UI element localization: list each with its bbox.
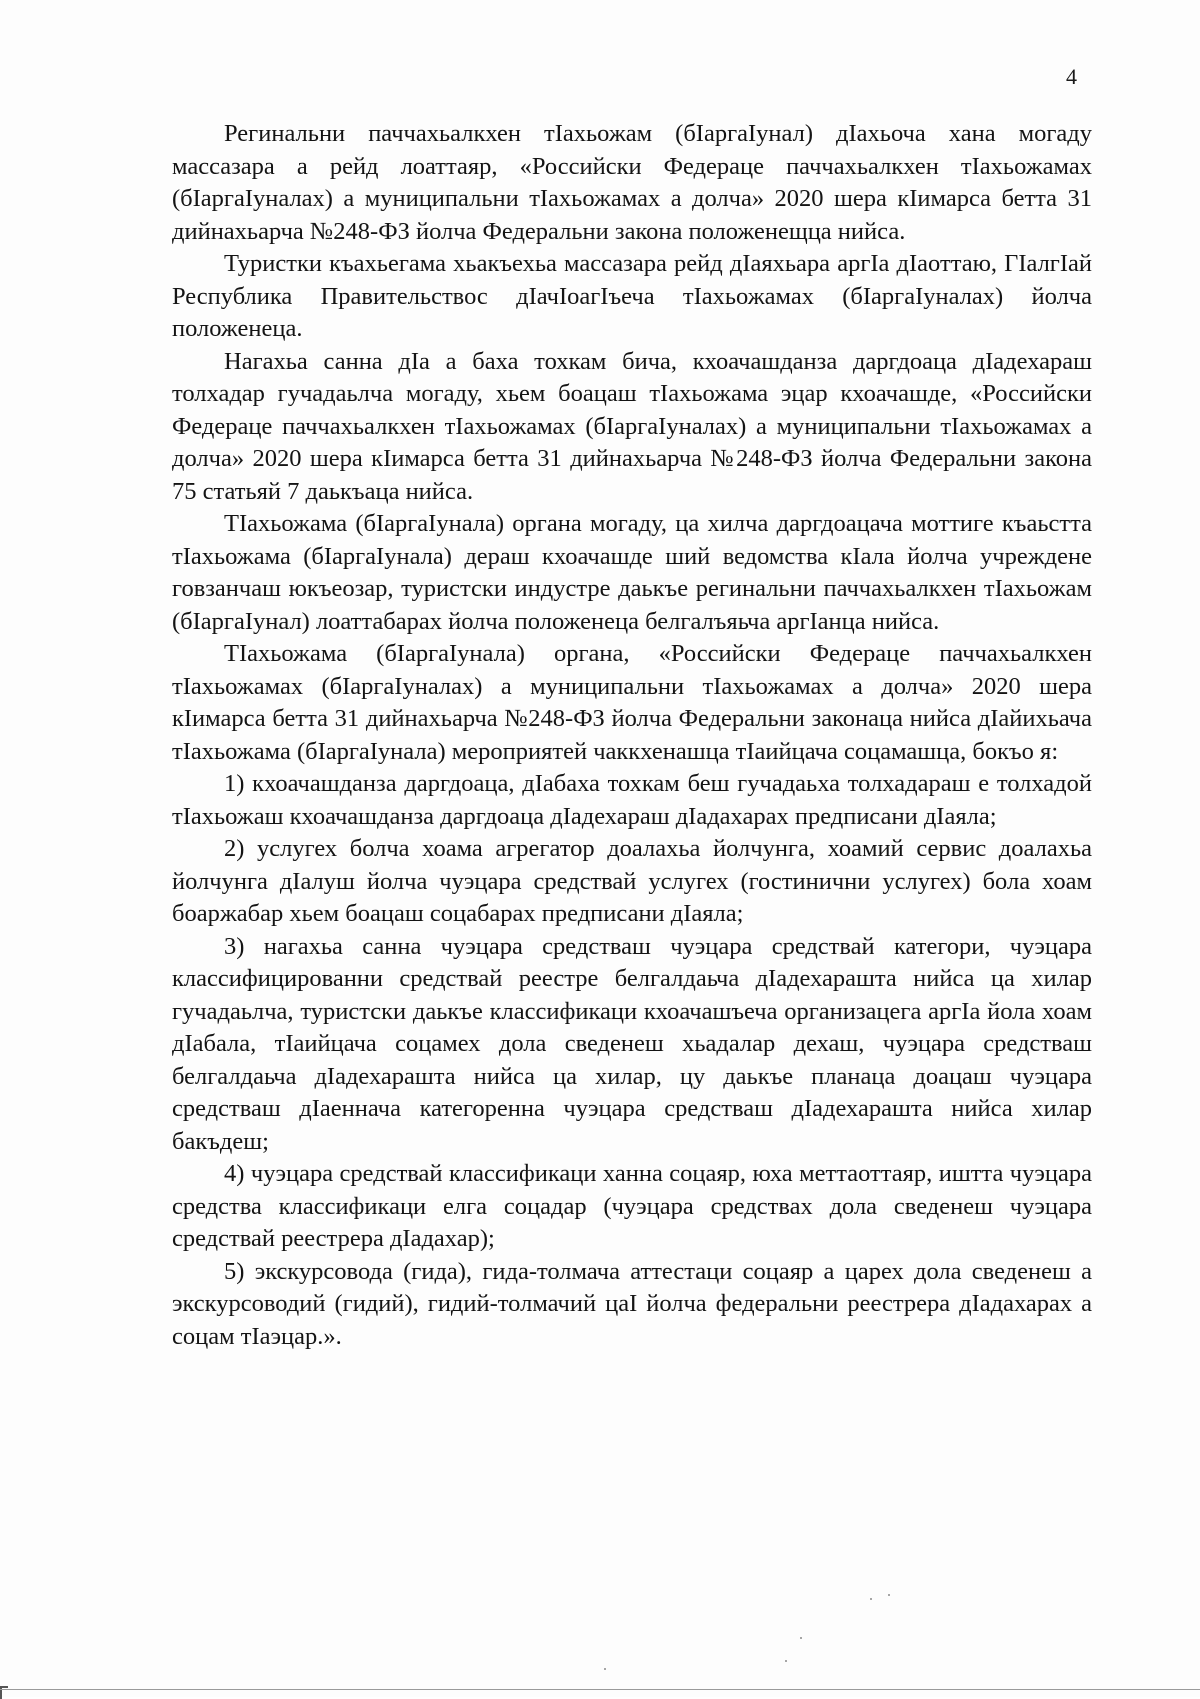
scan-speck (604, 1668, 606, 1670)
scan-corner-mark (0, 1686, 8, 1699)
paragraph-1: Регинальни паччахьалкхен тIахьожам (бIаргаIунал) дIахьоча хана могаду массазара а рейд лоаттаяр, «Российски Федераце паччахьалкхен тIахьожамах (бIаргаIуналах) а муниципальни тIахьожамах а долча» 2020 шера кIимарса бетта 31 дийнахьарча №248-ФЗ йолча Федеральни закона положенещца нийса. (172, 120, 1092, 245)
scan-speck (785, 1660, 787, 1662)
scan-speck (870, 1598, 872, 1600)
list-item-3: 3) нагахьа санна чуэцара средстваш чуэцара средствай категори, чуэцара классифицированни средствай реестре белгалдаьча дIадехарашта нийса ца хилар гучадаьлча, туристски даькъе классификаци кхоачашъеча организацега аргIа йола хоам дIабала, тIаийцача соцамех дола сведенеш хьадалар дехаш, чуэцара средстваш белгалдаьча дIадехарашта нийса ца хилар, цу даькъе планаца доацаш чуэцара средстваш дIаеннача категоренна чуэцара средстваш дIадехарашта нийса хилар бакъдеш; (172, 932, 1092, 1155)
list-item-1: 1) кхоачашданза даргдоаца, дIабаха тохкам беш гучадаьха толхадараш е толхадой тIахьожаш кхоачашданза даргдоаца дIадехараш дIадахарах предписани дIаяла; (172, 770, 1092, 830)
document-body (172, 118, 1092, 1353)
paragraph-3: Нагахьа санна дIа а баха тохкам бича, кхоачашданза даргдоаца дIадехараш толхадар гучадаьлча могаду, хьем боацаш тIахьожама эцар кхоачашде, «Российски Федераце паччахьалкхен тIахьожамах (бIаргаIуналах) а муниципальни тIахьожамах а долча» 2020 шера кIимарса бетта 31 дийнахьарча №248-ФЗ йолча Федеральни закона 75 статьяй 7 даькъаца нийса. (172, 347, 1092, 505)
paragraph-4: ТIахьожама (бIаргаIунала) органа могаду, ца хилча даргдоацача моттиге къаьстта тIахьожама (бIаргаIунала) дераш кхоачашде ший ведомства кIала йолча учреждене говзанчаш юкъеозар, туристски индустре даькъе регинальни паччахьалкхен тIахьожам (бIаргаIунал) лоаттабарах йолча положенеца белгалъяьча аргIанца нийса. (172, 510, 1092, 635)
scan-speck (888, 1594, 890, 1596)
scan-bottom-edge (0, 1689, 1200, 1690)
scan-speck (800, 1637, 802, 1639)
list-item-2: 2) услугех болча хоама агрегатор доалахьа йолчунга, хоамий сервис доалахьа йолчунга дIалуш йолча чуэцара средствай услугех (гостинични услугех) бола хоам боаржабар хьем боацаш соцабарах предписани дIаяла; (172, 835, 1092, 927)
list-item-5: 5) экскурсовода (гида), гида-толмача аттестаци соцаяр а царех дола сведенеш а экскурсоводий (гидий), гидий-толмачий цаI йолча федеральни реестрера дIадахарах а соцам тIаэцар.». (172, 1257, 1092, 1350)
page-number: 4 (1066, 64, 1077, 89)
list-item-4: 4) чуэцара средствай классификаци ханна соцаяр, юха меттаоттаяр, иштта чуэцара средства классификаци елга соцадар (чуэцара средствах дола сведенеш чуэцара средствай реестрера дIадахар); (172, 1160, 1092, 1252)
paragraph-5: ТIахьожама (бIаргаIунала) органа, «Российски Федераце паччахьалкхен тIахьожамах (бIаргаIуналах) а муниципальни тIахьожамах а долча» 2020 шера кIимарса бетта 31 дийнахьарча №248-ФЗ йолча Федеральни законаца нийса дIайихьача тIахьожама (бIаргаIунала) мероприятей чаккхенашца тIаийцача соцамашца, бокъо я: (172, 640, 1092, 765)
paragraph-2: Туристки къахьегама хьакъехьа массазара рейд дIаяхьара аргIа дIаоттаю, ГIалгIай Республика Правительствос дIачIоагIъеча тIахьожамах (бIаргаIуналах) йолча положенеца. (172, 250, 1092, 342)
